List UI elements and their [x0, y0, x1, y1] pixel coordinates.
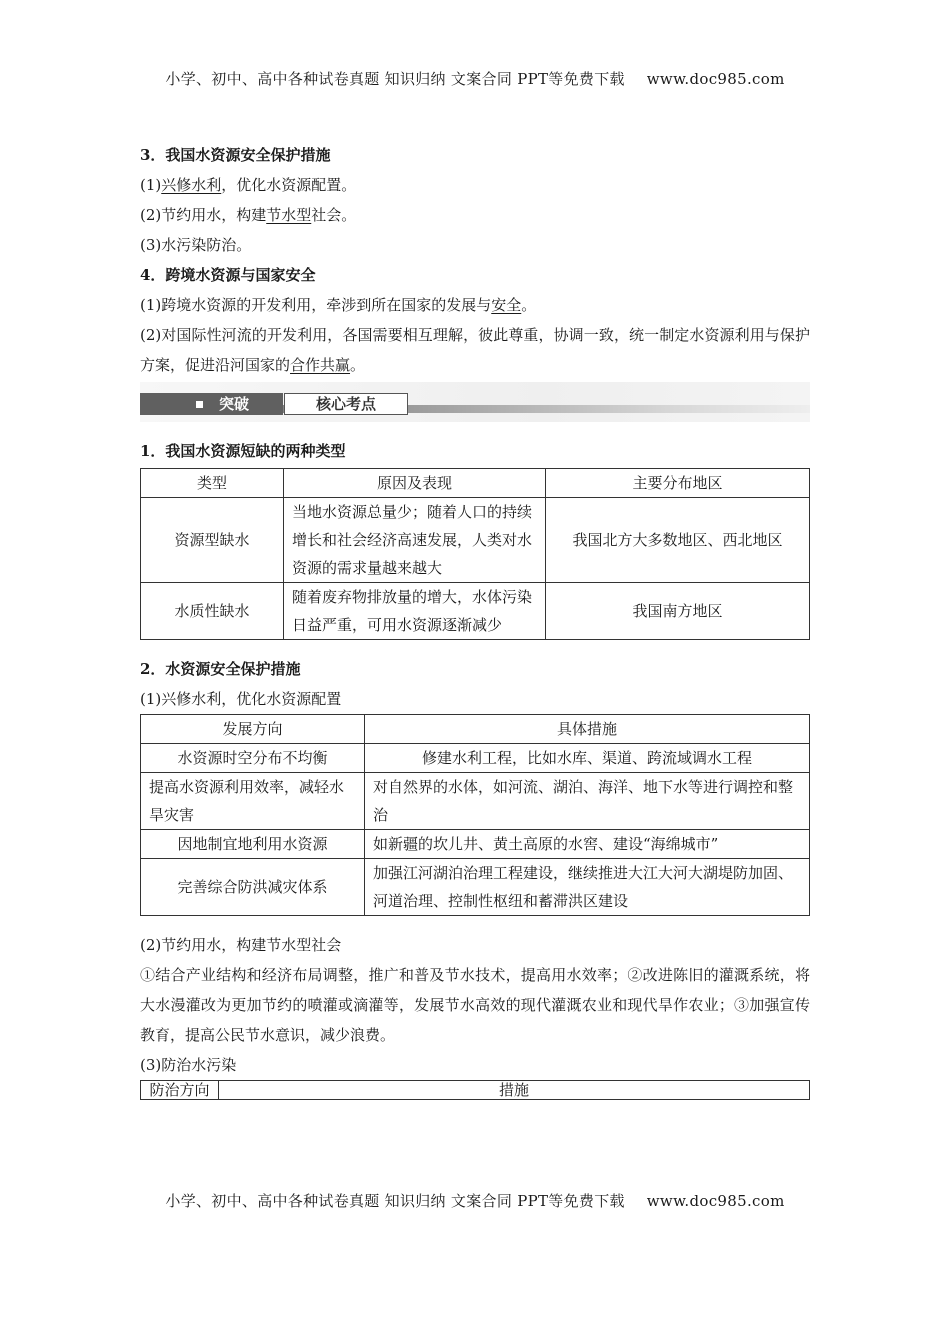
page-footer: [0, 1190, 950, 1211]
square-bullet-icon: [196, 401, 203, 408]
table-cell: 随着废弃物排放量的增大，水体污染日益严重，可用水资源逐渐减少: [284, 583, 546, 640]
footer-url[interactable]: www.doc985.com: [646, 1192, 785, 1210]
sec3-line-1: (1)兴修水利，优化水资源配置。: [140, 176, 357, 194]
water-measures-table: [140, 714, 810, 916]
table-header: 发展方向: [141, 715, 365, 744]
banner-label-core: 核心考点: [284, 393, 408, 415]
table-cell: 资源型缺水: [141, 498, 284, 583]
table-cell: 我国南方地区: [546, 583, 810, 640]
table-header-row: [141, 469, 810, 498]
table-header: 类型: [141, 469, 284, 498]
k2-sub-1: (1)兴修水利，优化水资源配置: [140, 690, 342, 708]
table-header: 措施: [219, 1081, 810, 1100]
k2-title: 2．水资源安全保护措施: [140, 660, 301, 678]
table-cell: 提高水资源利用效率，减轻水旱灾害: [141, 773, 365, 830]
section-3-title: 3．我国水资源安全保护措施: [140, 146, 331, 164]
table-cell: 如新疆的坎儿井、黄土高原的水窖、建设“海绵城市”: [365, 830, 810, 859]
table-cell: 对自然界的水体，如河流、湖泊、海洋、地下水等进行调控和整治: [365, 773, 810, 830]
page-header: [0, 68, 950, 89]
table-header-row: [141, 1081, 810, 1100]
table-header: 具体措施: [365, 715, 810, 744]
sec4-line-2: (2)对国际性河流的开发利用，各国需要相互理解，彼此尊重，协调一致，统一制定水资源利用与保护方案，促进沿河国家的合作共赢。: [140, 326, 810, 374]
banner-label-breakthrough: 突破: [140, 393, 283, 415]
table-cell: 我国北方大多数地区、西北地区: [546, 498, 810, 583]
table-header-row: [141, 715, 810, 744]
table-cell: 因地制宜地利用水资源: [141, 830, 365, 859]
table-row: [141, 773, 810, 830]
answer-blank: 兴修水利: [161, 176, 222, 194]
table-row: [141, 830, 810, 859]
table-row: [141, 744, 810, 773]
table-cell: 加强江河湖泊治理工程建设，继续推进大江大河大湖堤防加固、河道治理、控制性枢纽和蓄滞洪区建设: [365, 859, 810, 916]
table-cell: 当地水资源总量少；随着人口的持续增长和社会经济高速发展，人类对水资源的需求量越来越大: [284, 498, 546, 583]
k2-paragraph: ①结合产业结构和经济布局调整，推广和普及节水技术，提高用水效率；②改进陈旧的灌溉系统，将大水漫灌改为更加节约的喷灌或滴灌等，发展节水高效的现代灌溉农业和现代旱作农业；③加强宣传教育，提高公民节水意识，减少浪费。: [140, 966, 810, 1044]
water-shortage-table: [140, 468, 810, 640]
table-cell: 水质性缺水: [141, 583, 284, 640]
k2-sub-3: (3)防治水污染: [140, 1056, 237, 1074]
sec3-line-3: (3)水污染防治。: [140, 236, 252, 254]
page-content: [140, 140, 810, 1100]
header-url[interactable]: www.doc985.com: [646, 70, 785, 88]
footer-text: 小学、初中、高中各种试卷真题 知识归纳 文案合同 PPT等免费下载: [165, 1192, 625, 1210]
k1-title: 1．我国水资源短缺的两种类型: [140, 442, 346, 460]
table-cell: 水资源时空分布不均衡: [141, 744, 365, 773]
answer-blank: 安全: [491, 296, 522, 314]
table-row: [141, 498, 810, 583]
table-header: 原因及表现: [284, 469, 546, 498]
sec4-line-1: (1)跨境水资源的开发利用，牵涉到所在国家的发展与安全。: [140, 296, 537, 314]
section-banner: [140, 382, 810, 434]
sec3-line-2: (2)节约用水，构建节水型社会。: [140, 206, 357, 224]
table-row: [141, 859, 810, 916]
table-cell: 完善综合防洪减灾体系: [141, 859, 365, 916]
section-4-title: 4．跨境水资源与国家安全: [140, 266, 316, 284]
table-header: 主要分布地区: [546, 469, 810, 498]
table-row: [141, 583, 810, 640]
answer-blank: 合作共赢: [290, 356, 351, 374]
k2-sub-2: (2)节约用水，构建节水型社会: [140, 936, 342, 954]
answer-blank: 节水型: [266, 206, 312, 224]
header-text: 小学、初中、高中各种试卷真题 知识归纳 文案合同 PPT等免费下载: [165, 70, 625, 88]
table-cell: 修建水利工程，比如水库、渠道、跨流域调水工程: [365, 744, 810, 773]
table-header: 防治方向: [141, 1081, 219, 1100]
pollution-table: [140, 1080, 810, 1100]
